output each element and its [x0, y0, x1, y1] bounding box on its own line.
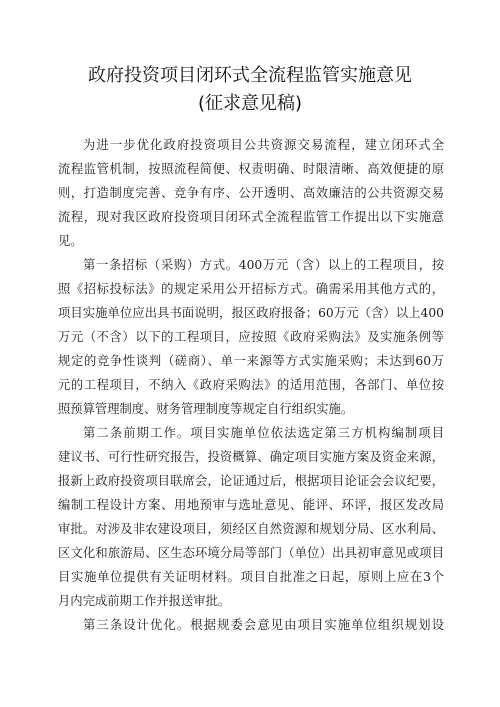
paragraph-intro	[58, 133, 444, 253]
text-line: 区文化和旅游局、区生态环境分局等部门（单位）出具初审意见或项目	[58, 546, 444, 560]
text-line: 流程，现对我区政府投资项目闭环式全流程监管工作提出以下实施意	[58, 210, 444, 224]
text-line: 审批。对涉及非农建设项目，须经区自然资源和规划分局、区水利局、	[58, 522, 444, 536]
document-subtitle: (征求意见稿)	[197, 93, 303, 114]
document-body	[58, 133, 444, 637]
text-line: 为进一步优化政府投资项目公共资源交易流程，建立闭环式全	[83, 138, 444, 152]
text-line: 则，打造制度完善、竞争有序、公开透明、高效廉洁的公共资源交易	[58, 186, 444, 200]
text-line: 目实施单位提供有关证明材料。项目自批准之日起，原则上应在3个	[58, 570, 444, 584]
paragraph-article-3	[58, 613, 444, 637]
text-line: 建议书、可行性研究报告，投资概算、确定项目实施方案及资金来源，	[58, 450, 444, 464]
paragraph-article-2	[58, 421, 444, 613]
text-line: 万元（不含）以下的工程项目，应按照《政府采购法》及实施条例等	[58, 330, 444, 344]
document-title: 政府投资项目闭环式全流程监管实施意见	[88, 65, 412, 86]
text-line: 第三条设计优化。根据规委会意见由项目实施单位组织规划设	[83, 618, 444, 632]
text-line: 项目实施单位应出具书面说明，报区政府报备；60万元（含）以上400	[58, 306, 444, 320]
text-line: 流程监管机制，按照流程简便、权责明确、时限清晰、高效便捷的原	[58, 162, 444, 176]
text-line: 第一条招标（采购）方式。400万元（含）以上的工程项目，按	[83, 258, 444, 272]
text-line: 规定的竞争性谈判（磋商）、单一来源等方式实施采购；未达到60万	[58, 354, 444, 368]
text-line: 见。	[58, 234, 83, 248]
text-line: 照《招标投标法》的规定采用公开招标方式。确需采用其他方式的，	[58, 282, 444, 296]
text-line: 第二条前期工作。项目实施单位依法选定第三方机构编制项目	[83, 426, 444, 440]
text-line: 月内完成前期工作并报送审批。	[58, 594, 231, 608]
text-line: 元的工程项目，不纳入《政府采购法》的适用范围，各部门、单位按	[58, 378, 444, 392]
paragraph-article-1	[58, 253, 444, 421]
text-line: 编制工程设计方案、用地预审与选址意见、能评、环评，报区发改局	[58, 498, 444, 512]
text-line: 照预算管理制度、财务管理制度等规定自行组织实施。	[58, 402, 354, 416]
text-line: 报新上政府投资项目联席会，论证通过后，根据项目论证会会议纪要，	[58, 474, 444, 488]
